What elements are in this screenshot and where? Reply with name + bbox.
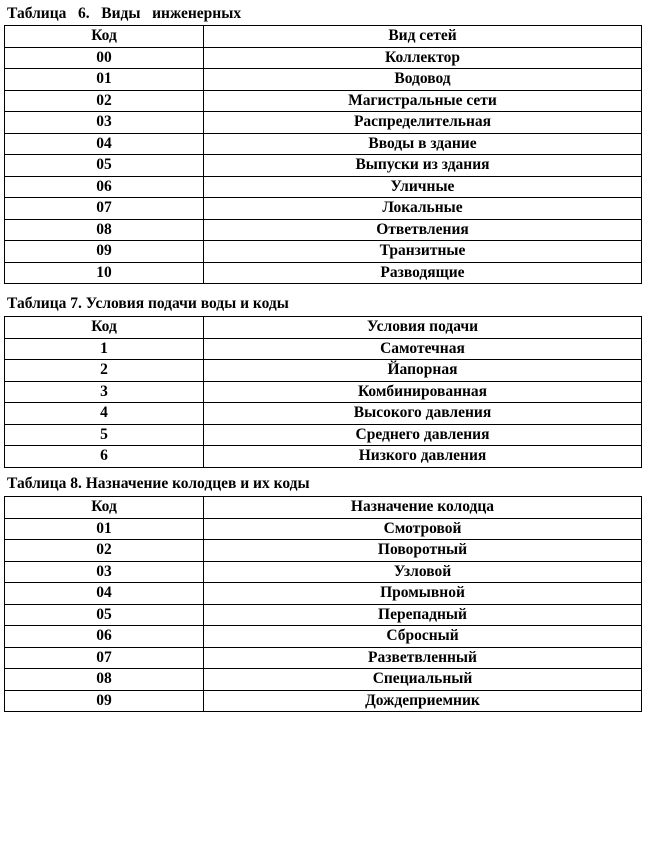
table-row bbox=[5, 219, 642, 241]
header-code: Код bbox=[5, 26, 204, 48]
table-row bbox=[5, 360, 642, 382]
table-row bbox=[5, 338, 642, 360]
table-8 bbox=[4, 496, 642, 712]
cell-description: Высокого давления bbox=[204, 403, 642, 425]
cell-code: 05 bbox=[5, 155, 204, 177]
cell-code: 2 bbox=[5, 360, 204, 382]
table-row bbox=[5, 262, 642, 284]
table-7-caption: Таблица 7. Условия подачи воды и коды bbox=[7, 295, 289, 312]
table-row bbox=[5, 561, 642, 583]
table-row bbox=[5, 583, 642, 605]
table-row bbox=[5, 647, 642, 669]
cell-description: Выпуски из здания bbox=[204, 155, 642, 177]
cell-code: 1 bbox=[5, 338, 204, 360]
cell-code: 00 bbox=[5, 47, 204, 69]
cell-description: Разводящие bbox=[204, 262, 642, 284]
table-header-row bbox=[5, 26, 642, 48]
cell-description: Дождеприемник bbox=[204, 690, 642, 712]
table-row bbox=[5, 198, 642, 220]
cell-code: 6 bbox=[5, 446, 204, 468]
table-6-caption: Таблица 6. Виды инженерных bbox=[7, 5, 242, 22]
cell-description: Смотровой bbox=[204, 518, 642, 540]
cell-description: Водовод bbox=[204, 69, 642, 91]
cell-code: 07 bbox=[5, 647, 204, 669]
table-row bbox=[5, 540, 642, 562]
cell-code: 04 bbox=[5, 133, 204, 155]
cell-code: 06 bbox=[5, 626, 204, 648]
cell-description: Распределительная bbox=[204, 112, 642, 134]
cell-description: Ответвления bbox=[204, 219, 642, 241]
table-row bbox=[5, 669, 642, 691]
table-row bbox=[5, 381, 642, 403]
cell-code: 02 bbox=[5, 540, 204, 562]
cell-description: Узловой bbox=[204, 561, 642, 583]
cell-code: 06 bbox=[5, 176, 204, 198]
cell-description: Локальные bbox=[204, 198, 642, 220]
cell-description: Йапорная bbox=[204, 360, 642, 382]
table-6 bbox=[4, 25, 642, 284]
cell-description: Магистральные сети bbox=[204, 90, 642, 112]
header-description: Вид сетей bbox=[204, 26, 642, 48]
cell-code: 09 bbox=[5, 241, 204, 263]
cell-description: Коллектор bbox=[204, 47, 642, 69]
cell-description: Разветвленный bbox=[204, 647, 642, 669]
cell-code: 01 bbox=[5, 69, 204, 91]
header-description: Назначение колодца bbox=[204, 497, 642, 519]
cell-description: Перепадный bbox=[204, 604, 642, 626]
table-row bbox=[5, 69, 642, 91]
header-description: Условия подачи bbox=[204, 317, 642, 339]
cell-description: Самотечная bbox=[204, 338, 642, 360]
cell-code: 01 bbox=[5, 518, 204, 540]
cell-description: Уличные bbox=[204, 176, 642, 198]
cell-code: 08 bbox=[5, 219, 204, 241]
cell-description: Низкого давления bbox=[204, 446, 642, 468]
cell-code: 10 bbox=[5, 262, 204, 284]
table-row bbox=[5, 112, 642, 134]
table-row bbox=[5, 690, 642, 712]
header-code: Код bbox=[5, 317, 204, 339]
table-header-row bbox=[5, 497, 642, 519]
table-row bbox=[5, 90, 642, 112]
cell-description: Среднего давления bbox=[204, 424, 642, 446]
cell-code: 4 bbox=[5, 403, 204, 425]
table-row bbox=[5, 403, 642, 425]
table-7 bbox=[4, 316, 642, 468]
cell-description: Комбинированная bbox=[204, 381, 642, 403]
cell-description: Сбросный bbox=[204, 626, 642, 648]
cell-description: Транзитные bbox=[204, 241, 642, 263]
table-row bbox=[5, 626, 642, 648]
table-row bbox=[5, 241, 642, 263]
table-row bbox=[5, 155, 642, 177]
table-row bbox=[5, 47, 642, 69]
header-code: Код bbox=[5, 497, 204, 519]
cell-description: Промывной bbox=[204, 583, 642, 605]
cell-code: 04 bbox=[5, 583, 204, 605]
table-row bbox=[5, 446, 642, 468]
table-row bbox=[5, 424, 642, 446]
table-header-row bbox=[5, 317, 642, 339]
table-8-caption: Таблица 8. Назначение колодцев и их коды bbox=[7, 475, 310, 492]
table-row bbox=[5, 176, 642, 198]
cell-code: 05 bbox=[5, 604, 204, 626]
cell-code: 09 bbox=[5, 690, 204, 712]
cell-code: 5 bbox=[5, 424, 204, 446]
table-row bbox=[5, 518, 642, 540]
cell-description: Вводы в здание bbox=[204, 133, 642, 155]
cell-code: 08 bbox=[5, 669, 204, 691]
cell-code: 02 bbox=[5, 90, 204, 112]
cell-code: 03 bbox=[5, 112, 204, 134]
cell-code: 07 bbox=[5, 198, 204, 220]
cell-code: 03 bbox=[5, 561, 204, 583]
cell-description: Поворотный bbox=[204, 540, 642, 562]
cell-code: 3 bbox=[5, 381, 204, 403]
cell-description: Специальный bbox=[204, 669, 642, 691]
table-row bbox=[5, 604, 642, 626]
table-row bbox=[5, 133, 642, 155]
